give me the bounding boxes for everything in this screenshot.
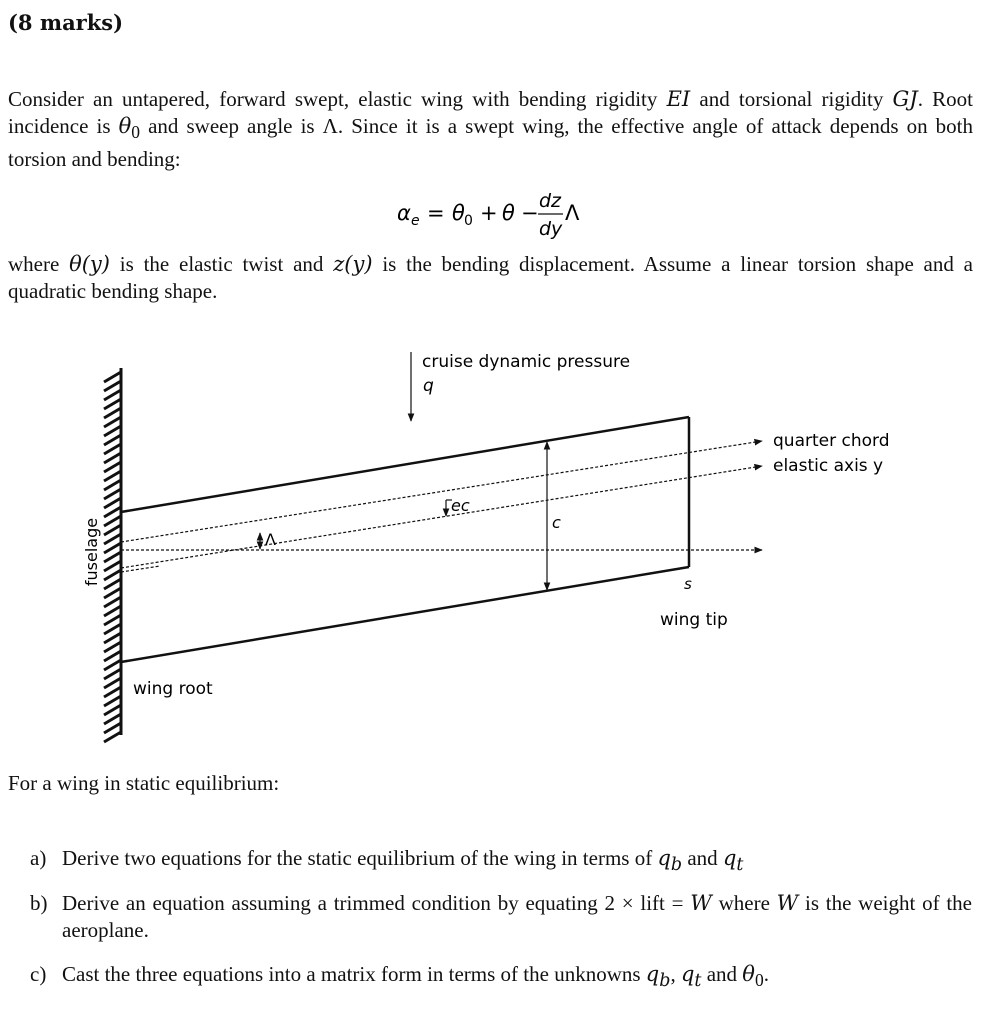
- equilibrium-statement: For a wing in static equilibrium:: [8, 771, 280, 795]
- fuselage-label: fuselage: [82, 517, 101, 587]
- eq-minus: −: [521, 201, 539, 225]
- eq-lambda: Λ: [565, 201, 580, 225]
- hatch-mark: [104, 480, 121, 490]
- hatch-mark: [104, 651, 121, 661]
- eq-theta0: θ: [452, 201, 465, 225]
- wing-planform: [121, 417, 689, 662]
- hatch-mark: [104, 606, 121, 616]
- hatch-mark: [104, 471, 121, 481]
- hatch-mark: [104, 660, 121, 670]
- hatch-mark: [104, 381, 121, 391]
- hatch-mark: [104, 597, 121, 607]
- hatch-mark: [104, 705, 121, 715]
- sweep-angle-label: Λ: [265, 530, 276, 549]
- marks-heading: (8 marks): [8, 10, 124, 35]
- chord-label: c: [552, 513, 561, 532]
- hatch-mark: [104, 372, 121, 382]
- hatch-mark: [104, 498, 121, 508]
- intro-paragraph: Consider an untapered, forward swept, elastic wing with bending rigidity EI and torsional rigidity GJ. Root incidence is $\theta_0$ and sweep angle is Λ. Since it is a swept wing, the effective angle of attack depends on both torsion and bending:: [8, 87, 973, 172]
- hatch-mark: [104, 714, 121, 724]
- hatch-mark: [104, 615, 121, 625]
- hatch-mark: [104, 624, 121, 634]
- eq-equals: =: [427, 201, 445, 225]
- hatch-mark: [104, 561, 121, 571]
- elastic-axis-line: [121, 466, 762, 568]
- hatch-mark: [104, 543, 121, 553]
- hatch-mark: [104, 399, 121, 409]
- hatch-mark: [104, 507, 121, 517]
- hatch-mark: [104, 534, 121, 544]
- hatch-mark: [104, 444, 121, 454]
- elastic-axis-label: elastic axis y: [773, 456, 884, 476]
- hatch-mark: [104, 687, 121, 697]
- hatch-mark: [104, 678, 121, 688]
- hatch-mark: [104, 489, 121, 499]
- wing-diagram: [0, 330, 1005, 750]
- eq-denominator: dy: [539, 218, 563, 240]
- wing-tip-label: wing tip: [660, 610, 728, 630]
- hatch-mark: [104, 435, 121, 445]
- hatch-mark: [104, 588, 121, 598]
- eq-theta: θ: [502, 201, 515, 225]
- hatch-mark: [104, 570, 121, 580]
- hatch-mark: [104, 417, 121, 427]
- where-paragraph: where θ(y) is the elastic twist and z(y) is the bending displacement. Assume a linear torsion shape and a quadratic bending shape.: [8, 252, 973, 303]
- hatch-mark: [104, 453, 121, 463]
- wing-root-label: wing root: [133, 679, 213, 699]
- eq-alpha: α: [397, 201, 411, 225]
- cruise-label: cruise dynamic pressure: [422, 352, 631, 372]
- q-label: q: [423, 376, 434, 396]
- hatch-mark: [104, 408, 121, 418]
- hatch-mark: [104, 426, 121, 436]
- hatch-mark: [104, 552, 121, 562]
- quarter-chord-line: [121, 441, 762, 542]
- effective-aoa-equation: [0, 186, 1005, 242]
- hatch-mark: [104, 462, 121, 472]
- ei-symbol: EI: [666, 87, 691, 111]
- hatch-mark: [104, 732, 121, 742]
- gj-symbol: GJ: [892, 87, 918, 111]
- hatch-mark: [104, 633, 121, 643]
- hatch-mark: [104, 723, 121, 733]
- hatch-mark: [104, 390, 121, 400]
- question-part-b: b) Derive an equation assuming a trimmed condition by equating 2 × lift = W where W is the weight of the aeroplane.: [30, 891, 972, 942]
- hatch-mark: [104, 669, 121, 679]
- hatch-mark: [104, 516, 121, 526]
- hatch-mark: [104, 642, 121, 652]
- quarter-chord-label: quarter chord: [773, 431, 890, 451]
- hatch-mark: [104, 579, 121, 589]
- eq-theta0-sub: 0: [464, 213, 473, 229]
- ec-label: ec: [451, 496, 470, 515]
- eq-alpha-sub: e: [411, 213, 420, 229]
- eq-plus: +: [480, 201, 498, 225]
- hatch-mark: [104, 696, 121, 706]
- span-label: s: [684, 575, 692, 593]
- hatch-mark: [104, 525, 121, 535]
- eq-numerator: dz: [539, 190, 562, 212]
- fuselage-wall: [104, 368, 121, 742]
